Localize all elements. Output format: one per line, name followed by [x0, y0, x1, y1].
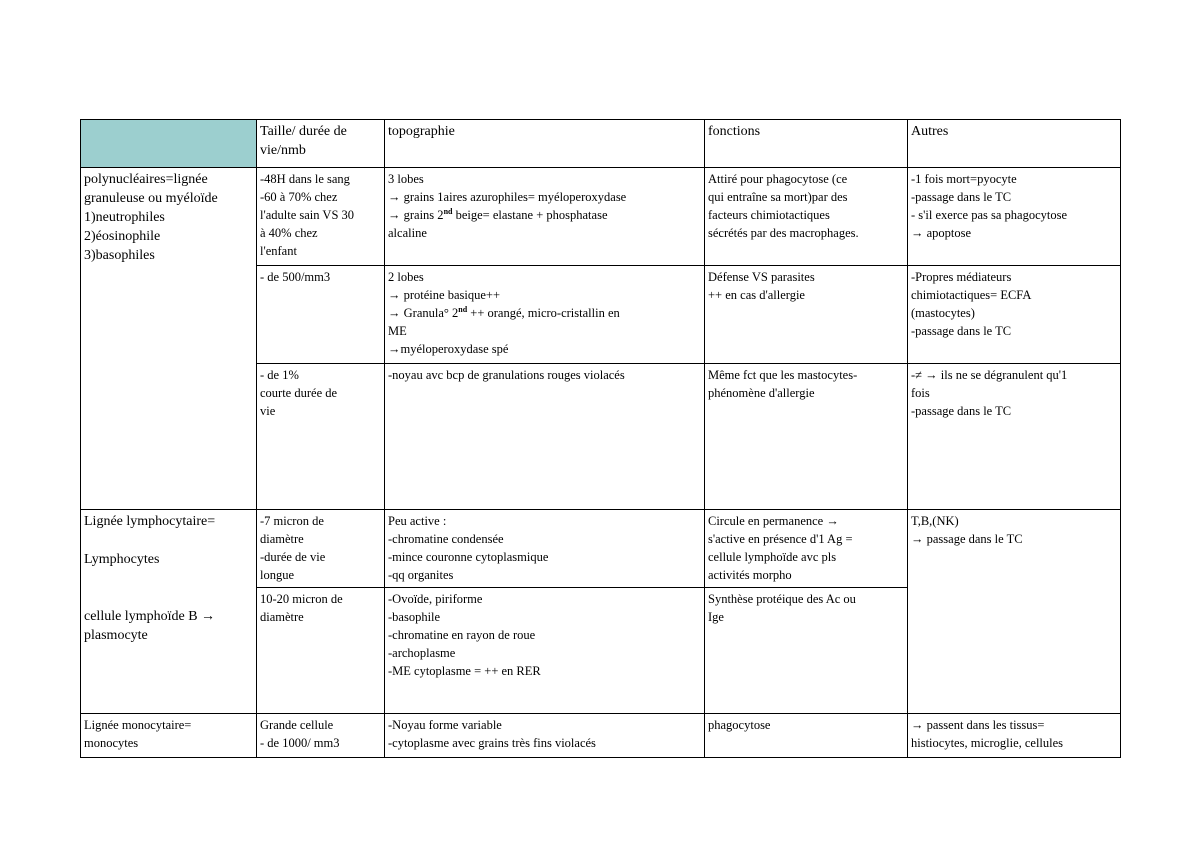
- group-label-polynucleaires: polynucléaires=lignée granuleuse ou myéloïde 1)neutrophiles 2)éosinophile 3)basophiles: [81, 168, 257, 510]
- group-label-lymphocytaire: Lignée lymphocytaire= Lymphocytes cellule lymphoïde B → plasmocyte: [81, 510, 257, 714]
- cell-autres: -Propres médiateurs chimiotactiques= ECFA (mastocytes) -passage dans le TC: [908, 266, 1121, 364]
- cell-lineage-table: [80, 119, 1121, 758]
- cell-topographie: 2 lobes → protéine basique++ → Granula° 2nd ++ orangé, micro-cristallin en ME →myéloperoxydase spé: [385, 266, 705, 364]
- cell-topographie: -noyau avc bcp de granulations rouges violacés: [385, 364, 705, 510]
- table-row: [81, 510, 1121, 588]
- header-topographie: topographie: [385, 120, 705, 168]
- cell-fonctions: Attiré pour phagocytose (ce qui entraîne sa mort)par des facteurs chimiotactiques sécrétés par des macrophages.: [705, 168, 908, 266]
- cell-taille: 10-20 micron de diamètre: [257, 588, 385, 714]
- header-autres: Autres: [908, 120, 1121, 168]
- cell-autres: → passent dans les tissus= histiocytes, microglie, cellules: [908, 714, 1121, 758]
- cell-taille: - de 1% courte durée de vie: [257, 364, 385, 510]
- cell-autres: T,B,(NK) → passage dans le TC: [908, 510, 1121, 714]
- cell-fonctions: phagocytose: [705, 714, 908, 758]
- cell-autres: -≠ → ils ne se dégranulent qu'1 fois -passage dans le TC: [908, 364, 1121, 510]
- cell-autres: -1 fois mort=pyocyte -passage dans le TC - s'il exerce pas sa phagocytose → apoptose: [908, 168, 1121, 266]
- cell-topographie: -Noyau forme variable -cytoplasme avec grains très fins violacés: [385, 714, 705, 758]
- table-row: [81, 168, 1121, 266]
- cell-taille: Grande cellule - de 1000/ mm3: [257, 714, 385, 758]
- cell-topographie: 3 lobes → grains 1aires azurophiles= myéloperoxydase → grains 2nd beige= elastane + phosphatase alcaline: [385, 168, 705, 266]
- cell-topographie: -Ovoïde, piriforme -basophile -chromatine en rayon de roue -archoplasme -ME cytoplasme = ++ en RER: [385, 588, 705, 714]
- header-fonctions: fonctions: [705, 120, 908, 168]
- cell-fonctions: Défense VS parasites ++ en cas d'allergie: [705, 266, 908, 364]
- table-row: [81, 714, 1121, 758]
- cell-fonctions: Synthèse protéique des Ac ou Ige: [705, 588, 908, 714]
- cell-fonctions: Même fct que les mastocytes- phénomène d'allergie: [705, 364, 908, 510]
- header-taille: Taille/ durée de vie/nmb: [257, 120, 385, 168]
- header-corner-cell: [81, 120, 257, 168]
- header-row: [81, 120, 1121, 168]
- cell-taille: - de 500/mm3: [257, 266, 385, 364]
- cell-fonctions: Circule en permanence → s'active en présence d'1 Ag = cellule lymphoïde avc pls activités morpho: [705, 510, 908, 588]
- cell-taille: -48H dans le sang -60 à 70% chez l'adulte sain VS 30 à 40% chez l'enfant: [257, 168, 385, 266]
- cell-topographie: Peu active : -chromatine condensée -mince couronne cytoplasmique -qq organites: [385, 510, 705, 588]
- group-label-monocytaire: Lignée monocytaire= monocytes: [81, 714, 257, 758]
- cell-taille: -7 micron de diamètre -durée de vie longue: [257, 510, 385, 588]
